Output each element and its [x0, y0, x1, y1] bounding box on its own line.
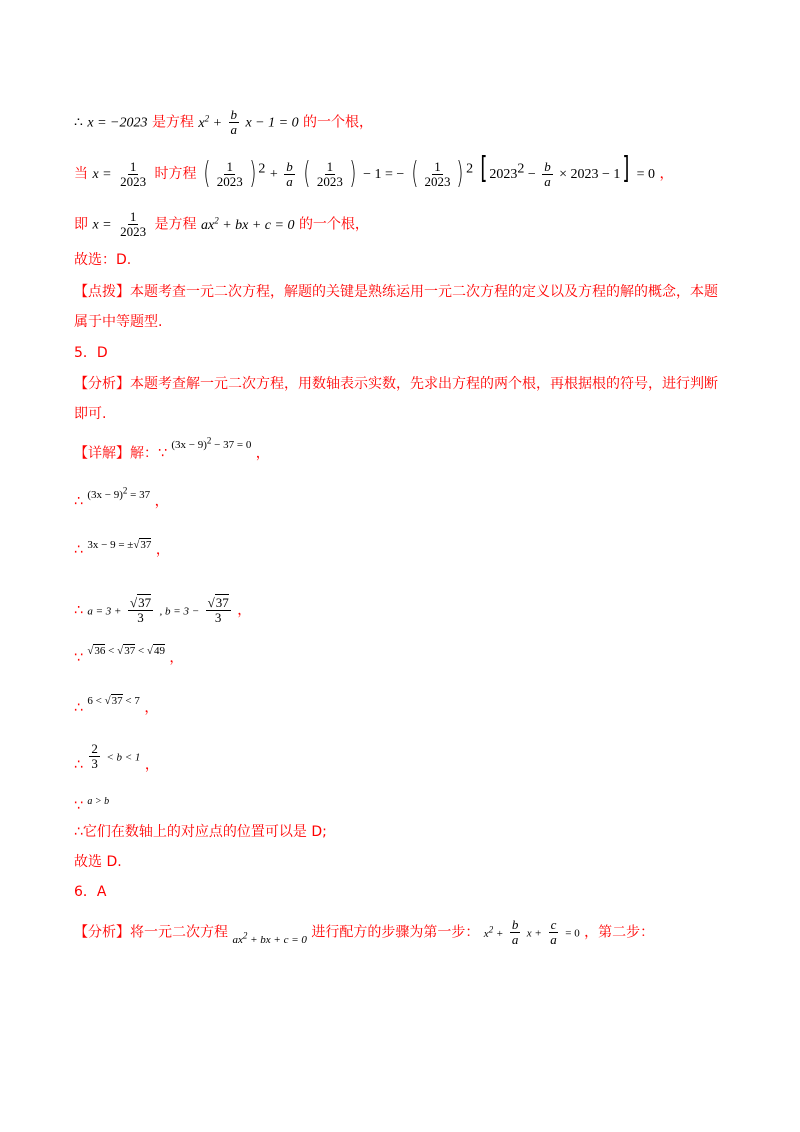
math-expr: x − 1 = 0: [245, 115, 299, 131]
fraction: $\frac{c}{a}$: [550, 917, 557, 947]
solution-line-2: 当 x = $\frac{1}{2023}$ 时方程 ( $\frac{1}{2023}$ ) $^2$ + $\frac{b}{a}$ ( $\frac{1}{2023}$ ) − 1 = − ( $\frac{1}{2023}$ ) $^2$ [ $2023^2$ − $\frac{b}{a}$ × 2023 − 1] = 0 ，: [74, 151, 674, 191]
math-expr: x =: [92, 167, 112, 182]
math-expr: √36 < √37 < √49: [87, 645, 165, 657]
fraction: $\frac{b}{a}$: [230, 107, 238, 138]
comment-line-2: 属于中等题型.: [74, 314, 163, 330]
math-expr: , b = 3 −: [159, 605, 200, 618]
text-segment: ，第二步：: [584, 924, 655, 941]
math-expr: $x^2$ +: [198, 113, 223, 131]
detail-line-8: [74, 790, 109, 812]
text-segment: ，: [144, 756, 159, 773]
text-segment: 是方程: [151, 114, 194, 131]
detail-line-6: [74, 690, 159, 716]
detail-line-2: [74, 485, 169, 513]
analysis-line-1: 【分析】本题考查解一元二次方程，用数轴表示实数，先求出方程的两个根，再根据根的符号，进行判断: [74, 376, 718, 392]
fraction: $\frac{√37}{3}$: [207, 595, 229, 625]
text-segment: ，: [659, 166, 674, 182]
math-expr: $ax^2$ + bx + c = 0: [200, 215, 295, 233]
paren-fraction: ( $\frac{1}{2023}$ ): [411, 156, 464, 191]
math-expr: (3x − 9)2 = 37: [87, 485, 151, 501]
math-expr: ax2 + bx + c = 0: [232, 929, 307, 946]
math-expr: $x^2$ +: [483, 923, 504, 940]
text-segment: ，: [255, 445, 270, 462]
text-segment: ，: [154, 493, 169, 510]
math-expr: = 0: [636, 167, 656, 182]
analysis-line-3: 【分析】将一元二次方程 $_{ax^2 + bx + c = 0}$ 进行配方的步骤为第一步： $x^2$ + $\frac{b}{a}$ x + $\frac{c}{a}$ = 0 ，第二步：: [74, 917, 655, 947]
text-segment: 进行配方的步骤为第一步：: [311, 924, 480, 941]
text-segment: ，: [169, 650, 184, 666]
text-segment: 时方程: [154, 166, 197, 182]
fraction: $\frac{b}{a}$: [544, 158, 551, 189]
because-symbol: ∵: [74, 650, 83, 666]
text-segment: ，: [155, 542, 170, 558]
math-expr: = 0: [565, 927, 580, 940]
question-number: 5．D: [74, 345, 108, 361]
math-expr: x = −2023: [87, 115, 148, 131]
fraction: $\frac{b}{a}$: [286, 158, 293, 189]
analysis-line-2: 即可.: [74, 406, 107, 422]
detail-line-10: 故选 D.: [74, 854, 122, 870]
math-expr: (3x − 9)2 − 37 = 0: [171, 435, 252, 451]
solution-line-3: [74, 210, 369, 239]
text-segment: 【详解】解：∵: [74, 445, 167, 462]
therefore-symbol: ∴: [74, 700, 83, 716]
detail-line-1: [74, 435, 270, 465]
math-expr: − 1 = −: [363, 167, 405, 182]
detail-line-5: [74, 640, 184, 666]
therefore-symbol: ∴: [74, 115, 83, 131]
math-expr: a > b: [87, 796, 110, 807]
text-segment: 的一个根，: [298, 216, 369, 233]
answer-line: 故选：D.: [74, 252, 132, 268]
detail-line-3: [74, 540, 170, 561]
detail-line-9: ∴它们在数轴上的对应点的位置可以是 D;: [74, 824, 327, 840]
detail-line-4: [74, 596, 251, 625]
therefore-symbol: ∴: [74, 756, 83, 773]
math-expr: x =: [92, 217, 112, 233]
text-segment: ，: [144, 700, 159, 716]
text-segment: 是方程: [154, 216, 197, 233]
math-expr: a = 3 +: [87, 605, 122, 618]
question-number: 6．A: [74, 884, 107, 900]
text-segment: 的一个根，: [303, 114, 374, 131]
therefore-symbol: ∴: [74, 542, 83, 558]
math-expr: < b < 1: [106, 751, 141, 764]
paren-fraction: ( $\frac{1}{2023}$ ): [303, 156, 357, 191]
math-expr: × 2023 − 1: [559, 167, 621, 182]
fraction: $\frac{1}{2023}$: [120, 209, 147, 240]
text-segment: 即: [74, 216, 88, 233]
fraction: $\frac{√37}{3}$: [129, 595, 152, 625]
text-segment: ，: [237, 602, 252, 619]
fraction: $\frac{1}{2023}$: [120, 158, 147, 189]
text-segment: 当: [74, 166, 88, 182]
fraction: $\frac{b}{a}$: [511, 917, 519, 947]
math-expr: 6 < √37 < 7: [87, 695, 140, 707]
therefore-symbol: ∴: [74, 602, 83, 619]
comment-line-1: 【点拨】本题考查一元二次方程，解题的关键是熟练运用一元二次方程的定义以及方程的解的概念，本题: [74, 284, 718, 300]
fraction: $\frac{2}{3}$: [91, 741, 98, 771]
because-symbol: ∵: [74, 798, 83, 814]
therefore-symbol: ∴: [74, 493, 83, 510]
text-segment: 【分析】将一元二次方程: [74, 924, 228, 941]
math-expr: 2023: [489, 167, 518, 182]
math-expr: 3x − 9 = ±√37: [87, 539, 152, 551]
paren-fraction: ( $\frac{1}{2023}$ ): [203, 156, 257, 191]
detail-line-7: [74, 742, 159, 771]
solution-line-1: [74, 108, 373, 137]
